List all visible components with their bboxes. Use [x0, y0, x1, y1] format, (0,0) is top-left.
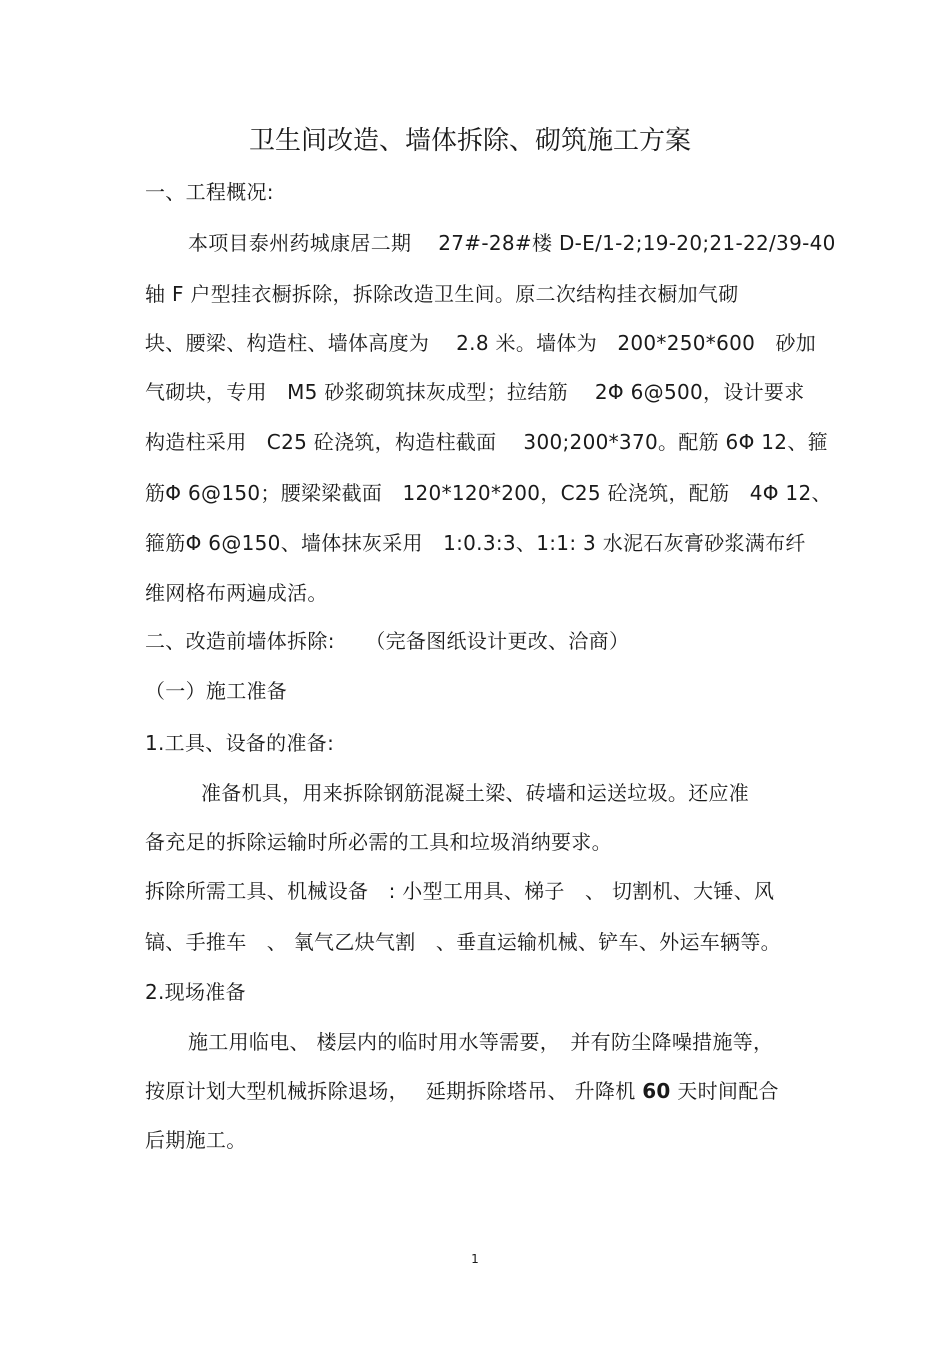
- paragraph-line-with-bold: [145, 1077, 779, 1105]
- paragraph-line: 本项目泰州药城康居二期 27#-28#楼 D-E/1-2;19-20;21-22/39-40: [188, 231, 836, 255]
- paragraph-line: 构造柱采用 C25 砼浇筑，构造柱截面 300;200*370。配筋 6Φ 12、箍: [145, 430, 828, 454]
- subsection-heading-preparation: （一）施工准备: [145, 679, 288, 703]
- paragraph-line: 备充足的拆除运输时所必需的工具和垃圾消纳要求。: [145, 830, 612, 854]
- section-heading-demolition: 二、改造前墙体拆除: （完备图纸设计更改、洽商）: [145, 629, 630, 653]
- paragraph-line: 气砌块，专用 M5 砂浆砌筑抹灰成型；拉结筋 2Φ 6@500，设计要求: [145, 380, 805, 404]
- paragraph-text: 按原计划大型机械拆除退场， 延期拆除塔吊、 升降机: [145, 1079, 636, 1103]
- tools-list-line: 镐、手推车 、 氧气乙炔气割 、垂直运输机械、铲车、外运车辆等。: [145, 930, 781, 954]
- bold-number: 60: [642, 1079, 671, 1103]
- item-heading-site: 2.现场准备: [145, 980, 246, 1004]
- paragraph-text: 天时间配合: [677, 1079, 779, 1103]
- section-heading-overview: 一、工程概况:: [145, 180, 274, 204]
- item-heading-tools: 1.工具、设备的准备:: [145, 731, 335, 755]
- paragraph-line: 轴 F 户型挂衣橱拆除，拆除改造卫生间。原二次结构挂衣橱加气砌: [145, 282, 739, 306]
- page-number: 1: [471, 1252, 479, 1266]
- paragraph-line: 筋Φ 6@150；腰梁梁截面 120*120*200，C25 砼浇筑，配筋 4Φ 12、: [145, 481, 832, 505]
- paragraph-line: 施工用临电、 楼层内的临时用水等需要， 并有防尘降噪措施等，: [188, 1030, 774, 1054]
- paragraph-line: 块、腰梁、构造柱、墙体高度为 2.8 米。墙体为 200*250*600 砂加: [145, 331, 817, 355]
- paragraph-line: 后期施工。: [145, 1128, 247, 1152]
- tools-list-line: 拆除所需工具、机械设备 : 小型工用具、梯子 、 切割机、大锤、风: [145, 879, 775, 903]
- paragraph-line: 维网格布两遍成活。: [145, 581, 328, 605]
- paragraph-line: 准备机具，用来拆除钢筋混凝土梁、砖墙和运送垃圾。还应准: [201, 781, 750, 805]
- paragraph-line: 箍筋Φ 6@150、墙体抹灰采用 1:0.3:3、1:1: 3 水泥石灰膏砂浆满布纤: [145, 531, 806, 555]
- document-title: 卫生间改造、墙体拆除、砌筑施工方案: [248, 126, 691, 156]
